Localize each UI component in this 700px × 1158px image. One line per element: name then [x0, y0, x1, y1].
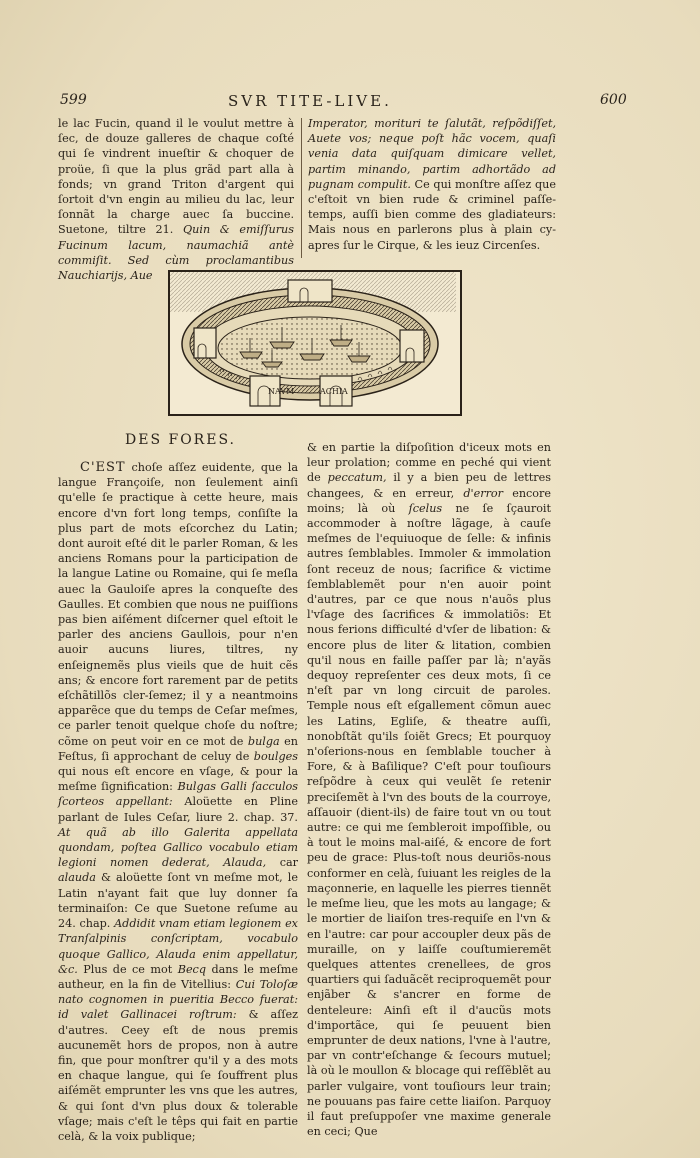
woodcut-caption-left: NAVM: [268, 387, 295, 396]
text-run: dans le meſme autheur, en la fin de Vitellius:: [58, 962, 298, 991]
italic-run: At quã ab illo Galerita appellata quondam, poſtea Gallico vocabulo etiam legioni nomen dederat, Alauda,: [58, 825, 298, 870]
italic-run: Bulgas Galli ſacculos ſcorteos appellant:: [58, 780, 298, 809]
italic-run: Quin & emiſſurus Fucinum lacum, naumachiã antè commiſit. Sed cùm proclamantibus Nauchiarijs, Aue: [58, 223, 294, 283]
italic-run: Imperator, morituri te ſalutãt, reſpõdiſſet, Auete vos; neque poſt hãc vocem, quaſi venia data quiſquam dimicare vellet, partim minando, partim adhortãdo ad pugnam compulit.: [308, 117, 556, 191]
italic-run: peccatum,: [327, 471, 387, 485]
italic-run: Becq: [177, 962, 206, 976]
text-run: en Feſtus, ſi approchant de celuy de: [58, 734, 299, 763]
text-run: le lac Fucin, quand il le voulut mettre à ſec, de douze galleres de chaque coſté qui ſe vindrent inueſtir & choquer de proüe, ſi que la plus grãd part alla à fonds; vn grand Triton d'argent qui ſortoit d'vn engin au milieu du lac, leur ſonnãt la charge auec ſa buccine. Suetone, tiltre 21.: [58, 117, 294, 237]
text-run: il y a bien peu de lettres changees, & en erreur,: [307, 471, 551, 500]
running-title: SVR TITE-LIVE.: [228, 92, 392, 110]
text-run: qui nous eſt encore en vſage, & pour la meſme ſignification:: [58, 765, 298, 794]
column-rule: [301, 118, 302, 258]
section-title: DES FORES.: [125, 432, 236, 448]
text-run: & aloüette ſont vn meſme mot, le Latin n'ayant fait que luy donner ſa terminaiſon: Ce que Suetone reſume au 24. chap.: [58, 871, 298, 931]
text-run: ne ſe ſçauroit accommoder à noſtre lãgage, à cauſe meſmes de l'equiuoque de ſelle: & infinis autres ſemblables. Immoler & immolation ſont receuz de nous; ſacrifice & victime ſemblablemẽt pour n'en auoir point d'autres, par ce que nous n'auõs plus l'vſage des ſacrifices & immolatiõs: Et nous ferions difficulté d'vſer de libation: & encore plus de liter & litation, combien qu'il nous en faille paſſer par là; n'ayãs dequoy repreſenter ces deux mots, ſi ce n'eſt par vn long circuit de paroles. Temple nous eſt eſgallement cõmun auec les Latins, Egliſe, & theatre auſſi, nonobſtãt qu'ils ſoiẽt Grecs; Et pourquoy n'oſerions-nous en ſemblable toucher à Fore, & à Baſilique? C'eſt pour touſiours reſpõdre à ceux qui veulẽt ſe retenir preciſemẽt à l'vn des bouts de la courroye, aſſauoir (dient-ils) de faire tout vn ou tout autre: ce qui me ſembleroit impoſſible, ou à tout le moins mal-aiſé, & encore de fort peu de grace: Plus-toſt nous deuriõs-nous conformer en celà, ſuiuant les reigles de la maçonnerie, en laquelle les pierres tiennẽt le meſme lieu, que les mots au langage; & le mortier de liaiſon tres-requiſe en l'vn & en l'autre: car pour accoupler deux pãs de muraille, on y laiſſe couſtumieremẽt quelques attentes crenellees, de gros quartiers qui ſaduãcẽt reciproquemẽt pour enjãber & s'ancrer en forme de denteleure: Ainſi eſt il d'aucũs mots d'importãce, qui ſe peuuent bien emprunter de deux nations, l'vne à l'autre, par vn contr'eſchange & ſecours mutuel; là où le moullon & blocage qui reſſẽblẽt au parler vulgaire, vont touſiours leur train; ne pouuans pas faire cette liaiſon. Parquoy il faut preſuppoſer vne maxime generale en ceci; Que: [307, 501, 551, 1139]
text-run: & en partie la diſpoſition d'iceux mots en leur prolation; comme en peché qui vient de: [307, 441, 551, 485]
italic-run: Addidit vnam etiam legionem ex Tranſalpinis conſcriptam, vocabulo quoque Gallico, Alauda enim appellatur, &c.: [58, 917, 298, 976]
drop-cap-word: C'EST: [80, 460, 126, 475]
italic-run: alauda: [58, 871, 96, 885]
top-left-column: [58, 116, 294, 283]
italic-run: d'error: [463, 486, 504, 500]
body-left-column: [58, 460, 298, 1144]
naumachia-illustration: [170, 272, 456, 410]
body-left-paragraph: [58, 460, 298, 1144]
text-run: Plus de ce mot: [77, 962, 178, 976]
body-right-paragraph: [307, 440, 551, 1139]
left-page-number: 599: [60, 92, 87, 108]
text-run: Aloüette en Pline parlant de Iules Ceſar, liure 2. chap. 37.: [58, 795, 298, 824]
text-run: encore moins; là où: [307, 486, 551, 515]
right-page-number: 600: [600, 92, 627, 108]
naumachia-woodcut: [168, 270, 462, 416]
top-left-paragraph: [58, 116, 294, 283]
text-run: Ce qui monſtre aſſez que c'eſtoit vn bien rude & criminel paſſe-temps, auſſi bien comme des gladiateurs: Mais nous en parlerons plus à plain cy-apres ſur le Cirque, & les ieuz Circenſes.: [308, 177, 556, 252]
body-right-column: [307, 440, 551, 1139]
text-run: car: [266, 856, 299, 870]
woodcut-caption-right: ACHIA: [320, 387, 348, 396]
running-header: [0, 92, 700, 114]
text-run: choſe aſſez euidente, que la langue Françoiſe, non ſeulement ainſi qu'elle ſe practique à cette heure, mais encore d'vn fort long temps, conſiſte la plus part de mots eſcorchez du Latin; dont auroit eſté dit le parler Roman, & les anciens Romans pour la participation de la langue Latine ou Romaine, qui ſe meſla auec la Gauloiſe apres la conqueſte des Gaulles. Et combien que nous ne puiſſions pas bien aiſément diſcerner quel eſtoit le parler des anciens Gaullois, pour n'en auoir aucuns liures, tiltres, ny enſeignemẽs plus vieils que de huit cẽs ans; & encore fort rarement par de petits eſchãtillõs cler-ſemez; il y a neantmoins apparẽce que du temps de Ceſar meſmes, ce parler tenoit quelque choſe du noſtre; cõme on peut voir en ce mot de: [58, 461, 298, 748]
text-run: & aſſez d'autres. Ceey eſt de nous premis aucunemẽt hors de propos, non à autre fin, que pour monſtrer qu'il y a des mots en chaque langue, qui ſe ſouffrent plus aiſémẽt emprunter les vns que les autres, & qui ſont d'vn plus doux & tolerable vſage; mais c'eſt le têps qui fait en partie celà, & la voix publique;: [58, 1008, 298, 1143]
italic-run: boulges: [253, 749, 298, 763]
top-right-column: [308, 116, 556, 253]
italic-run: ſcelus: [408, 501, 443, 515]
italic-run: Cui Toloſæ nato cognomen in pueritia Becco fuerat: id valet Gallinacei roſtrum:: [58, 977, 299, 1022]
top-right-paragraph: [308, 116, 556, 253]
italic-run: bulga: [247, 734, 280, 748]
